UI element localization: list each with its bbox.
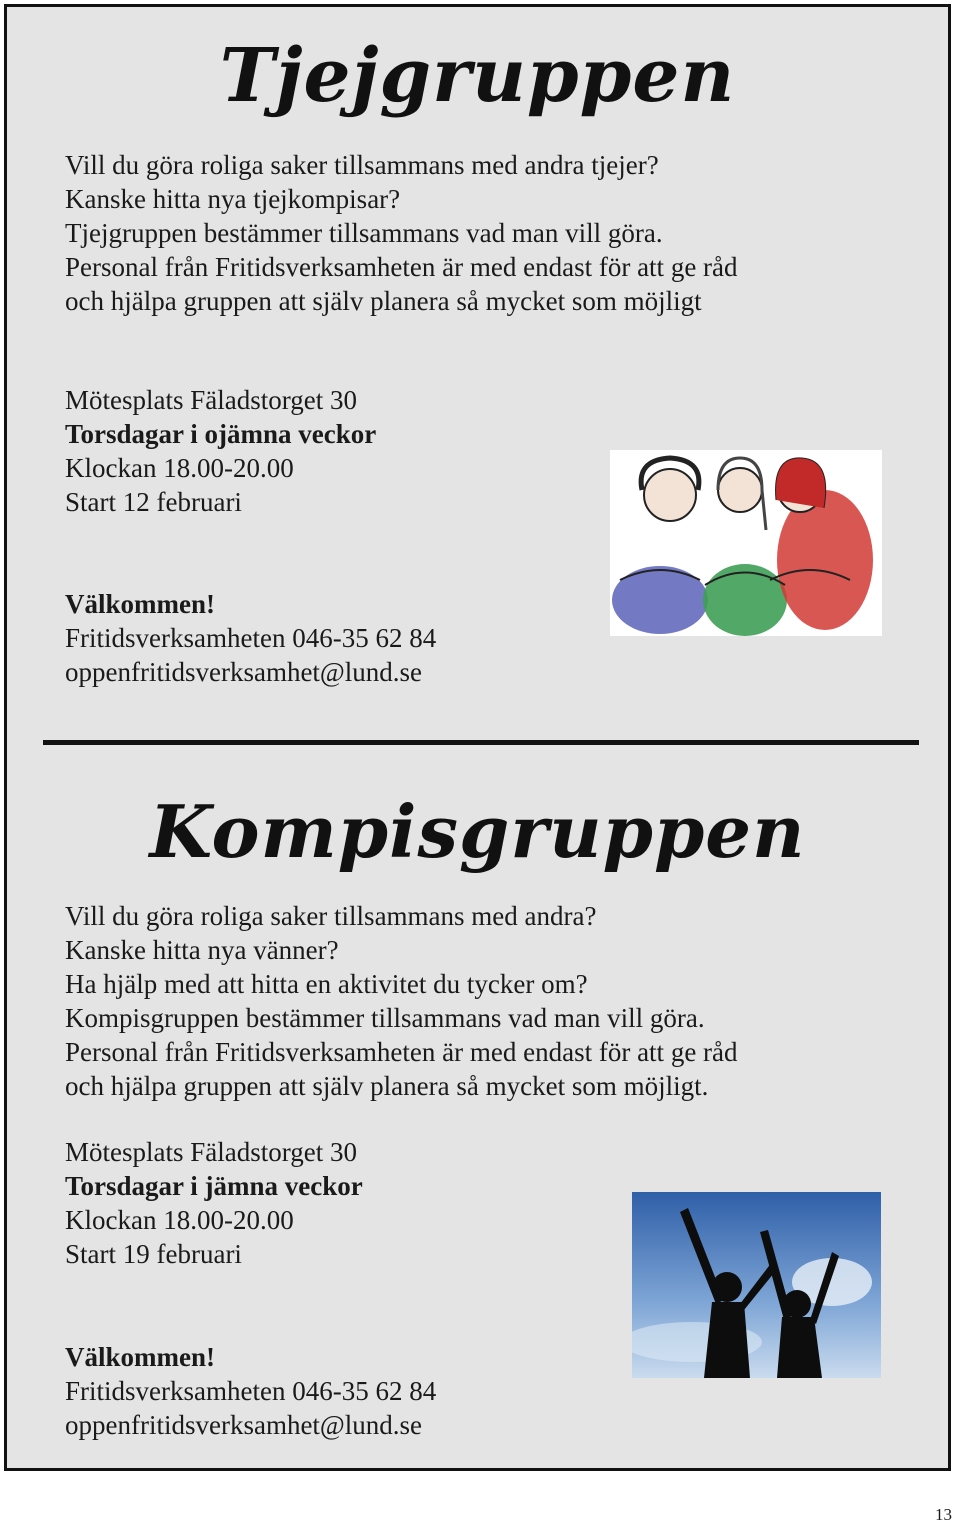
section-divider (43, 740, 919, 745)
meeting-days: Torsdagar i jämna veckor (65, 1171, 363, 1201)
page-number: 13 (935, 1505, 952, 1524)
kompisgruppen-intro (65, 899, 738, 1103)
intro-line: Personal från Fritidsverksamheten är med endast för att ge råd (65, 252, 738, 282)
meeting-time: Klockan 18.00-20.00 (65, 453, 294, 483)
kompisgruppen-contact (65, 1340, 436, 1442)
intro-line: Kanske hitta nya vänner? (65, 935, 339, 965)
welcome-text: Välkommen! (65, 589, 215, 619)
intro-line: Vill du göra roliga saker tillsammans med andra tjejer? (65, 150, 659, 180)
meeting-place: Mötesplats Fäladstorget 30 (65, 385, 357, 415)
welcome-text: Välkommen! (65, 1342, 215, 1372)
tjejgruppen-intro (65, 148, 738, 318)
three-girls-illustration (610, 450, 882, 636)
flyer-panel (4, 4, 951, 1471)
start-date: Start 12 februari (65, 487, 242, 517)
kompisgruppen-schedule (65, 1135, 363, 1271)
contact-email: oppenfritidsverksamhet@lund.se (65, 657, 423, 687)
intro-line: Ha hjälp med att hitta en aktivitet du tycker om? (65, 969, 588, 999)
kompisgruppen-title: Kompisgruppen (149, 789, 806, 874)
tjejgruppen-schedule (65, 383, 376, 519)
silhouettes-photo (632, 1192, 881, 1378)
intro-line: Kompisgruppen bestämmer tillsammans vad man vill göra. (65, 1003, 705, 1033)
intro-line: Personal från Fritidsverksamheten är med endast för att ge råd (65, 1037, 738, 1067)
intro-line: Tjejgruppen bestämmer tillsammans vad man vill göra. (65, 218, 663, 248)
tjejgruppen-title: Tjejgruppen (219, 33, 736, 119)
meeting-place: Mötesplats Fäladstorget 30 (65, 1137, 357, 1167)
meeting-days: Torsdagar i ojämna veckor (65, 419, 377, 449)
start-date: Start 19 februari (65, 1239, 242, 1269)
intro-line: Kanske hitta nya tjejkompisar? (65, 184, 401, 214)
intro-line: Vill du göra roliga saker tillsammans med andra? (65, 901, 597, 931)
tjejgruppen-contact (65, 587, 436, 689)
contact-phone: Fritidsverksamheten 046-35 62 84 (65, 1376, 437, 1406)
intro-line: och hjälpa gruppen att själv planera så mycket som möjligt (65, 286, 702, 316)
intro-line: och hjälpa gruppen att själv planera så mycket som möjligt. (65, 1071, 709, 1101)
contact-phone: Fritidsverksamheten 046-35 62 84 (65, 623, 437, 653)
contact-email: oppenfritidsverksamhet@lund.se (65, 1410, 423, 1440)
meeting-time: Klockan 18.00-20.00 (65, 1205, 294, 1235)
